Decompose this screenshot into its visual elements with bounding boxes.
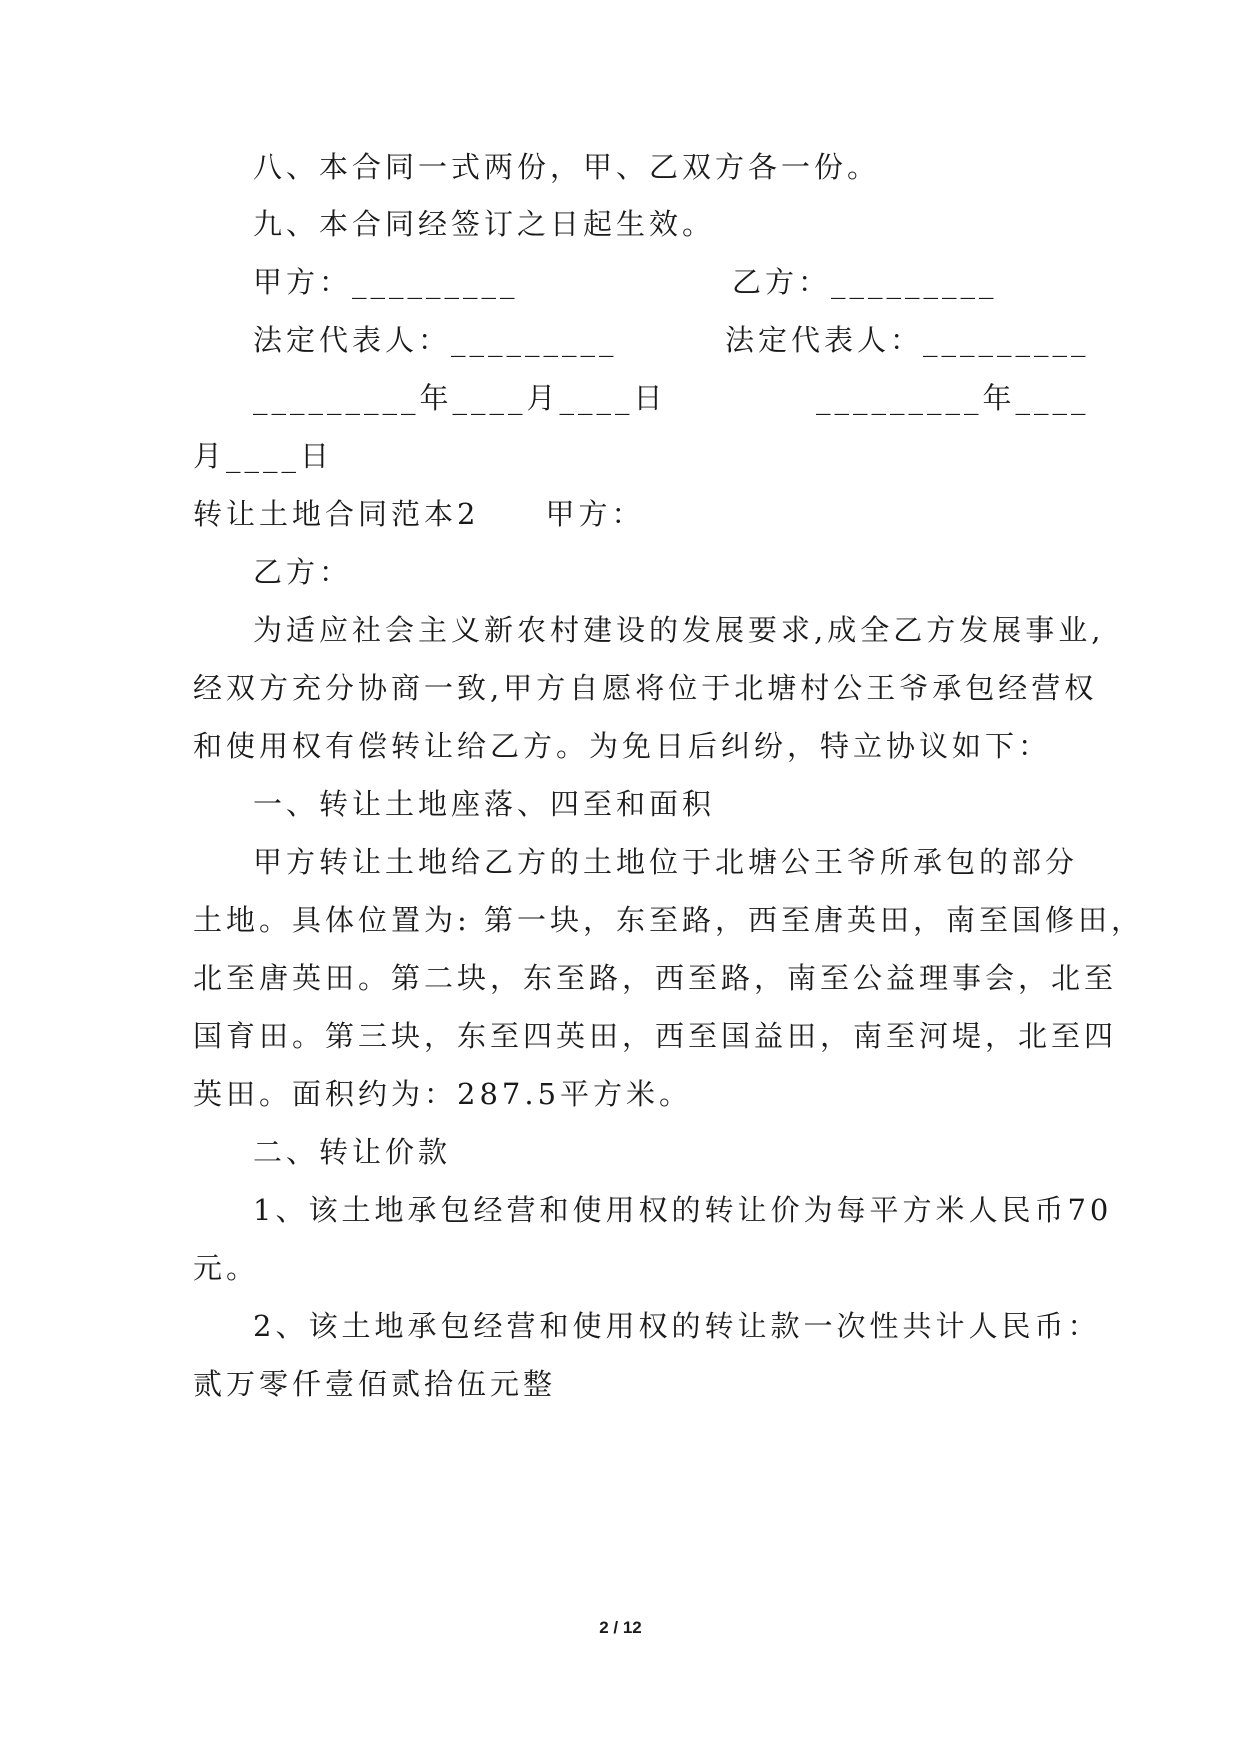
section-1-line-5: 英田。面积约为：287.5平方米。 <box>193 1077 693 1111</box>
section-1-heading: 一、转让土地座落、四至和面积 <box>253 787 716 821</box>
intro-line-3: 和使用权有偿转让给乙方。为免日后纠纷，特立协议如下： <box>193 729 1052 763</box>
date-b: _________年____ <box>816 381 1090 415</box>
price-clause-line-1: 1、该土地承包经营和使用权的转让价为每平方米人民币70 <box>253 1193 1113 1227</box>
date-b-continued: 月____日 <box>193 439 334 473</box>
intro-line-2: 经双方充分协商一致,甲方自愿将位于北塘村公王爷承包经营权 <box>193 671 1098 705</box>
contract-title-2: 转让土地合同范本2 甲方： <box>193 497 645 531</box>
signature-party-b: 乙方：_________ <box>732 265 998 299</box>
date-a: _________年____月____日 <box>253 381 667 415</box>
signature-party-a: 甲方：_________ <box>253 265 519 299</box>
representative-b: 法定代表人：_________ <box>725 323 1090 357</box>
total-clause-line-1: 2、该土地承包经营和使用权的转让款一次性共计人民币： <box>253 1309 1101 1343</box>
representative-a: 法定代表人：_________ <box>253 323 618 357</box>
section-1-line-1: 甲方转让土地给乙方的土地位于北塘公王爷所承包的部分 <box>253 845 1079 879</box>
party-b-label: 乙方： <box>253 555 353 589</box>
section-1-line-2: 土地。具体位置为: 第一块，东至路，西至唐英田，南至国修田， <box>193 903 1144 937</box>
clause-9: 九、本合同经签订之日起生效。 <box>253 207 716 241</box>
clause-8: 八、本合同一式两份，甲、乙双方各一份。 <box>253 150 881 184</box>
section-2-heading: 二、转让价款 <box>253 1135 452 1169</box>
section-1-line-4: 国育田。第三块，东至四英田，西至国益田，南至河堤，北至四 <box>193 1019 1118 1053</box>
total-clause-line-2: 贰万零仟壹佰贰拾伍元整 <box>193 1367 557 1401</box>
price-clause-line-2: 元。 <box>193 1251 260 1285</box>
intro-line-1: 为适应社会主义新农村建设的发展要求,成全乙方发展事业, <box>253 613 1105 647</box>
page-number: 2 / 12 <box>599 1618 642 1637</box>
section-1-line-3: 北至唐英田。第二块，东至路，西至路，南至公益理事会，北至 <box>193 961 1118 995</box>
